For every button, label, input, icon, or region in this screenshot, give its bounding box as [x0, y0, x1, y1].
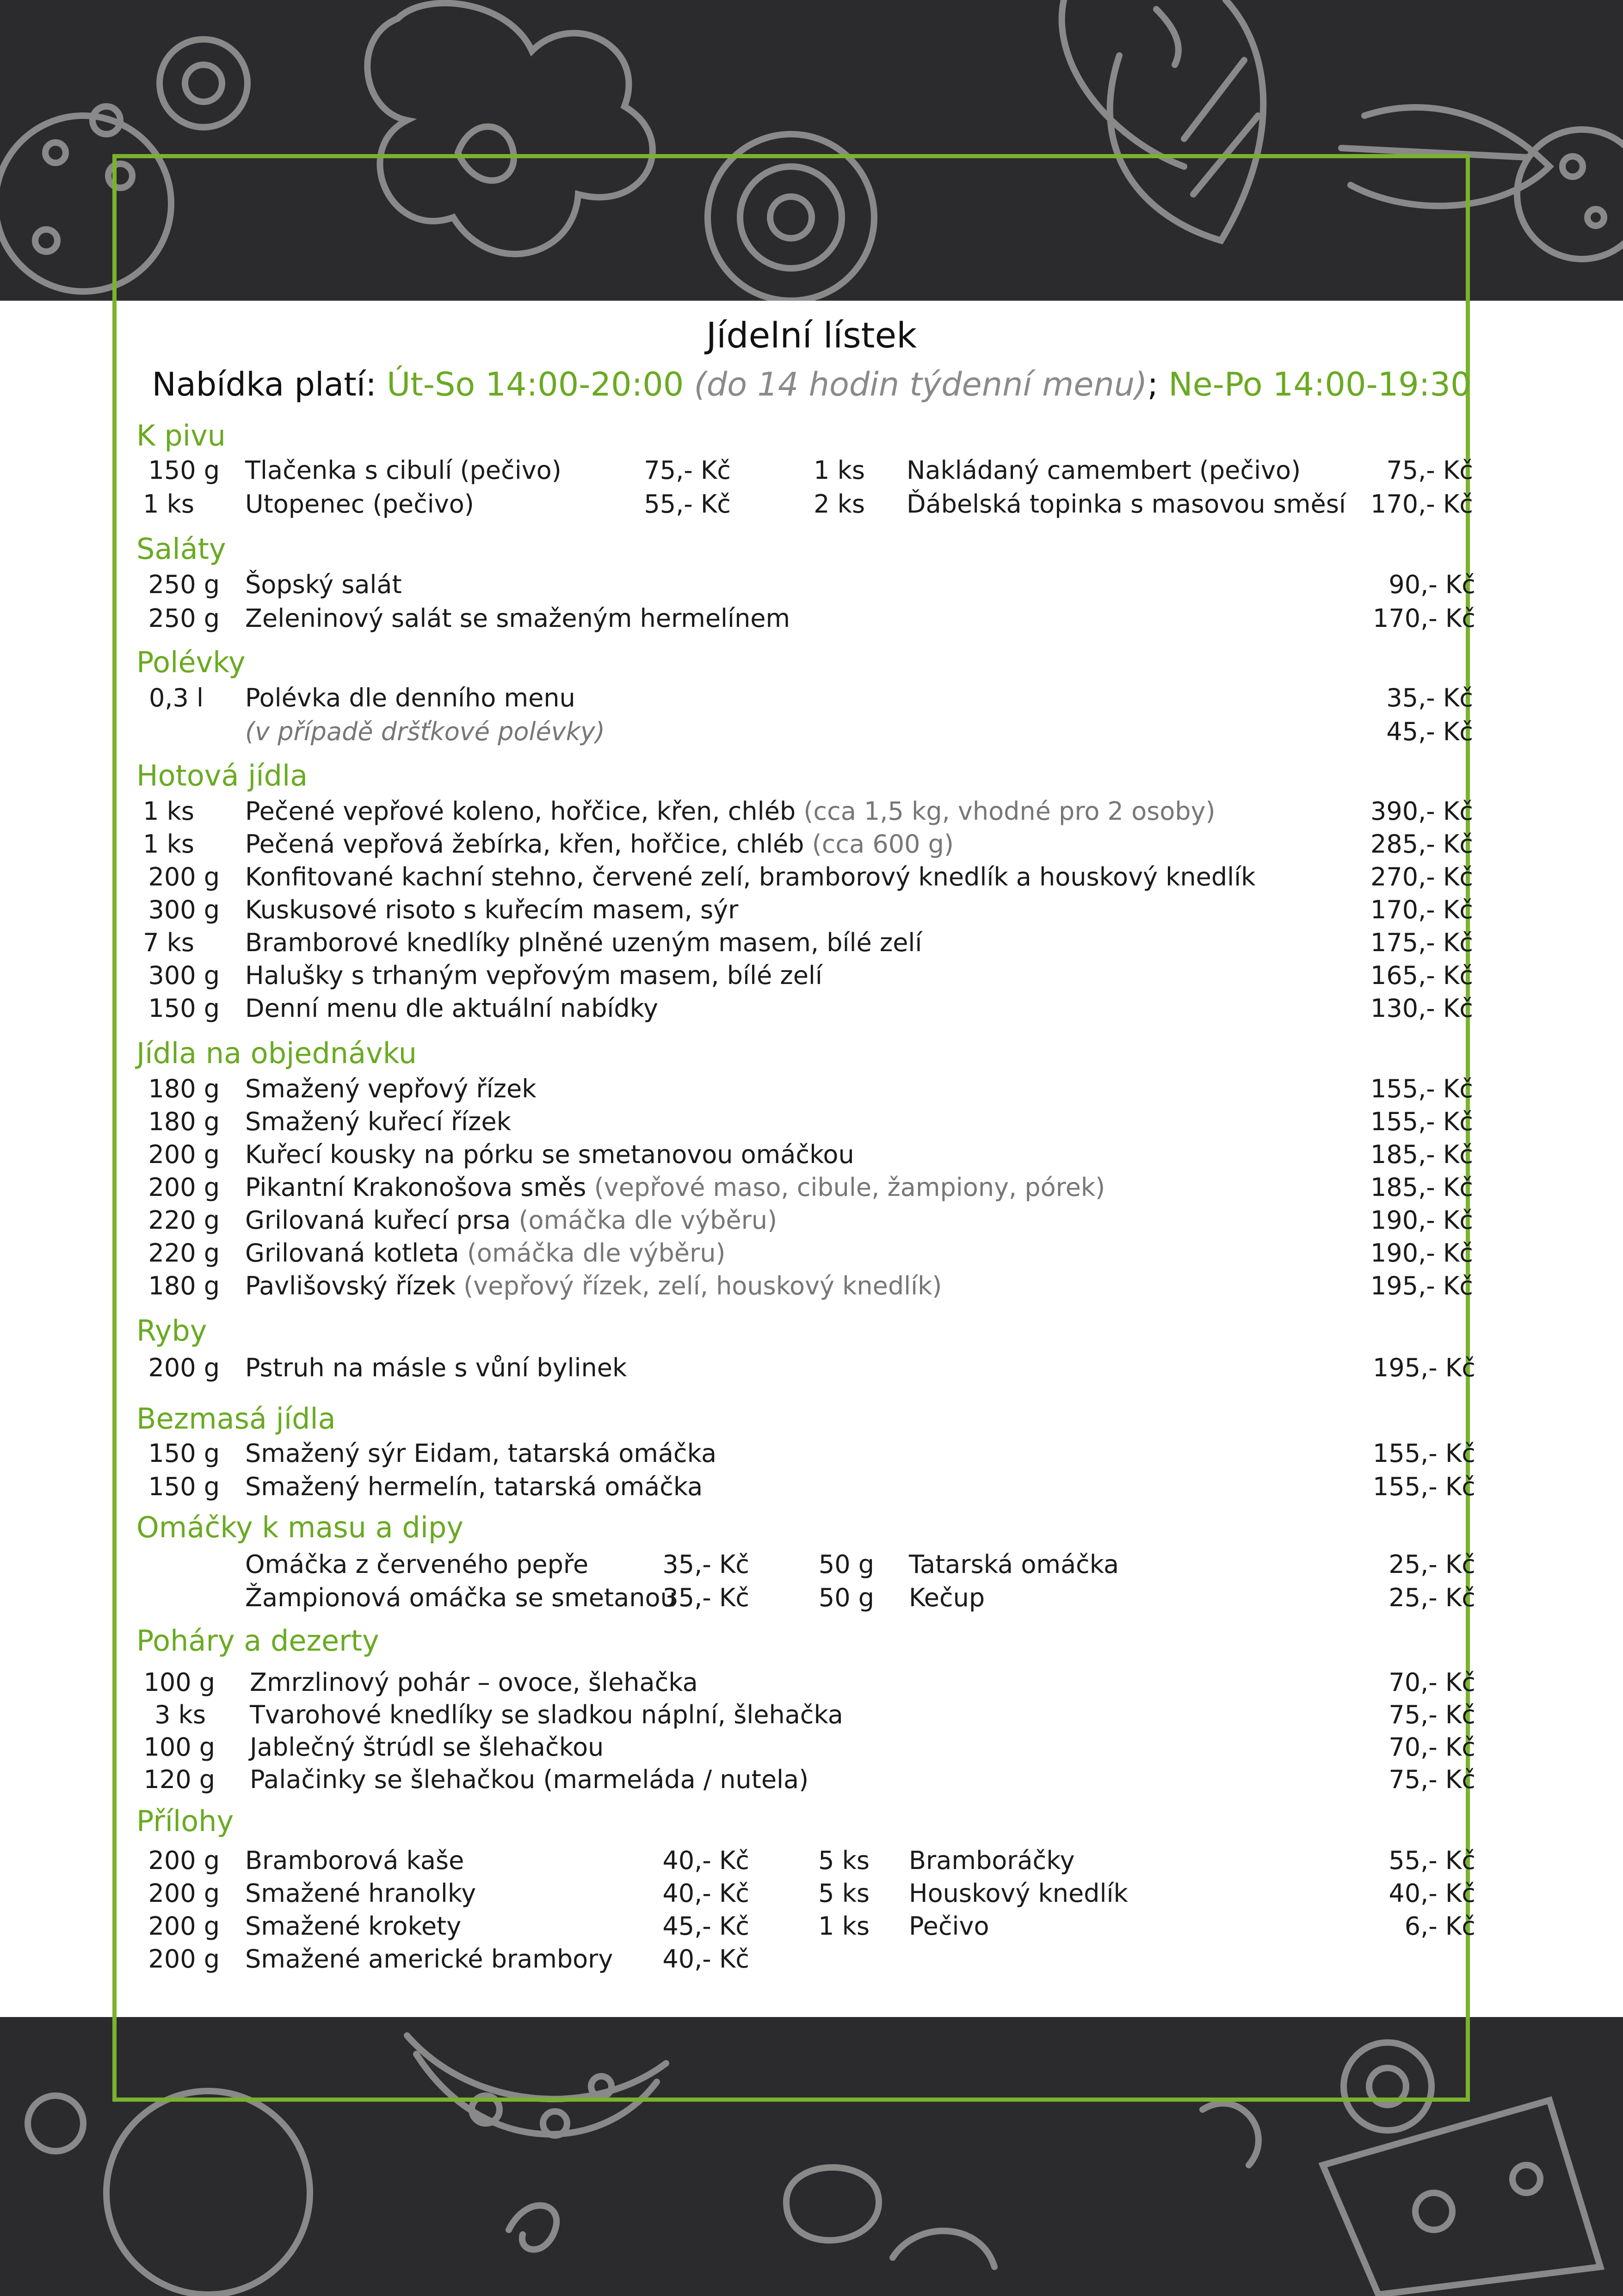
section-title-salaty: Saláty	[136, 532, 226, 566]
section-title-pohary: Poháry a dezerty	[136, 1624, 379, 1658]
header-decor-band	[0, 0, 1623, 301]
food-doodle-illustration-bottom	[0, 2017, 1623, 2296]
section-title-jidla-na-objednavku: Jídla na objednávku	[136, 1036, 417, 1070]
footer-decor-band	[0, 2017, 1623, 2296]
section-title-polevky: Polévky	[136, 645, 246, 679]
opening-hours	[0, 365, 1623, 403]
section-title-prilohy: Přílohy	[136, 1804, 234, 1838]
opening-hours-label: Nabídka platí:	[152, 365, 376, 403]
food-doodle-illustration	[0, 0, 1623, 301]
section-title-bezmasa-jidla: Bezmasá jídla	[136, 1402, 336, 1436]
section-title-ryby: Ryby	[136, 1314, 207, 1348]
menu-title: Jídelní lístek	[706, 315, 917, 356]
weekend-hours: Ne-Po 14:00-19:30	[1168, 365, 1471, 403]
section-title-k-pivu: K pivu	[136, 419, 226, 452]
hours-separator: ;	[1147, 365, 1159, 403]
weekday-hours-note: (do 14 hodin týdenní menu)	[694, 365, 1148, 403]
section-title-omacky: Omáčky k masu a dipy	[136, 1510, 464, 1544]
section-title-hotova-jidla: Hotová jídla	[136, 759, 308, 792]
weekday-hours: Út-So 14:00-20:00	[387, 365, 684, 403]
